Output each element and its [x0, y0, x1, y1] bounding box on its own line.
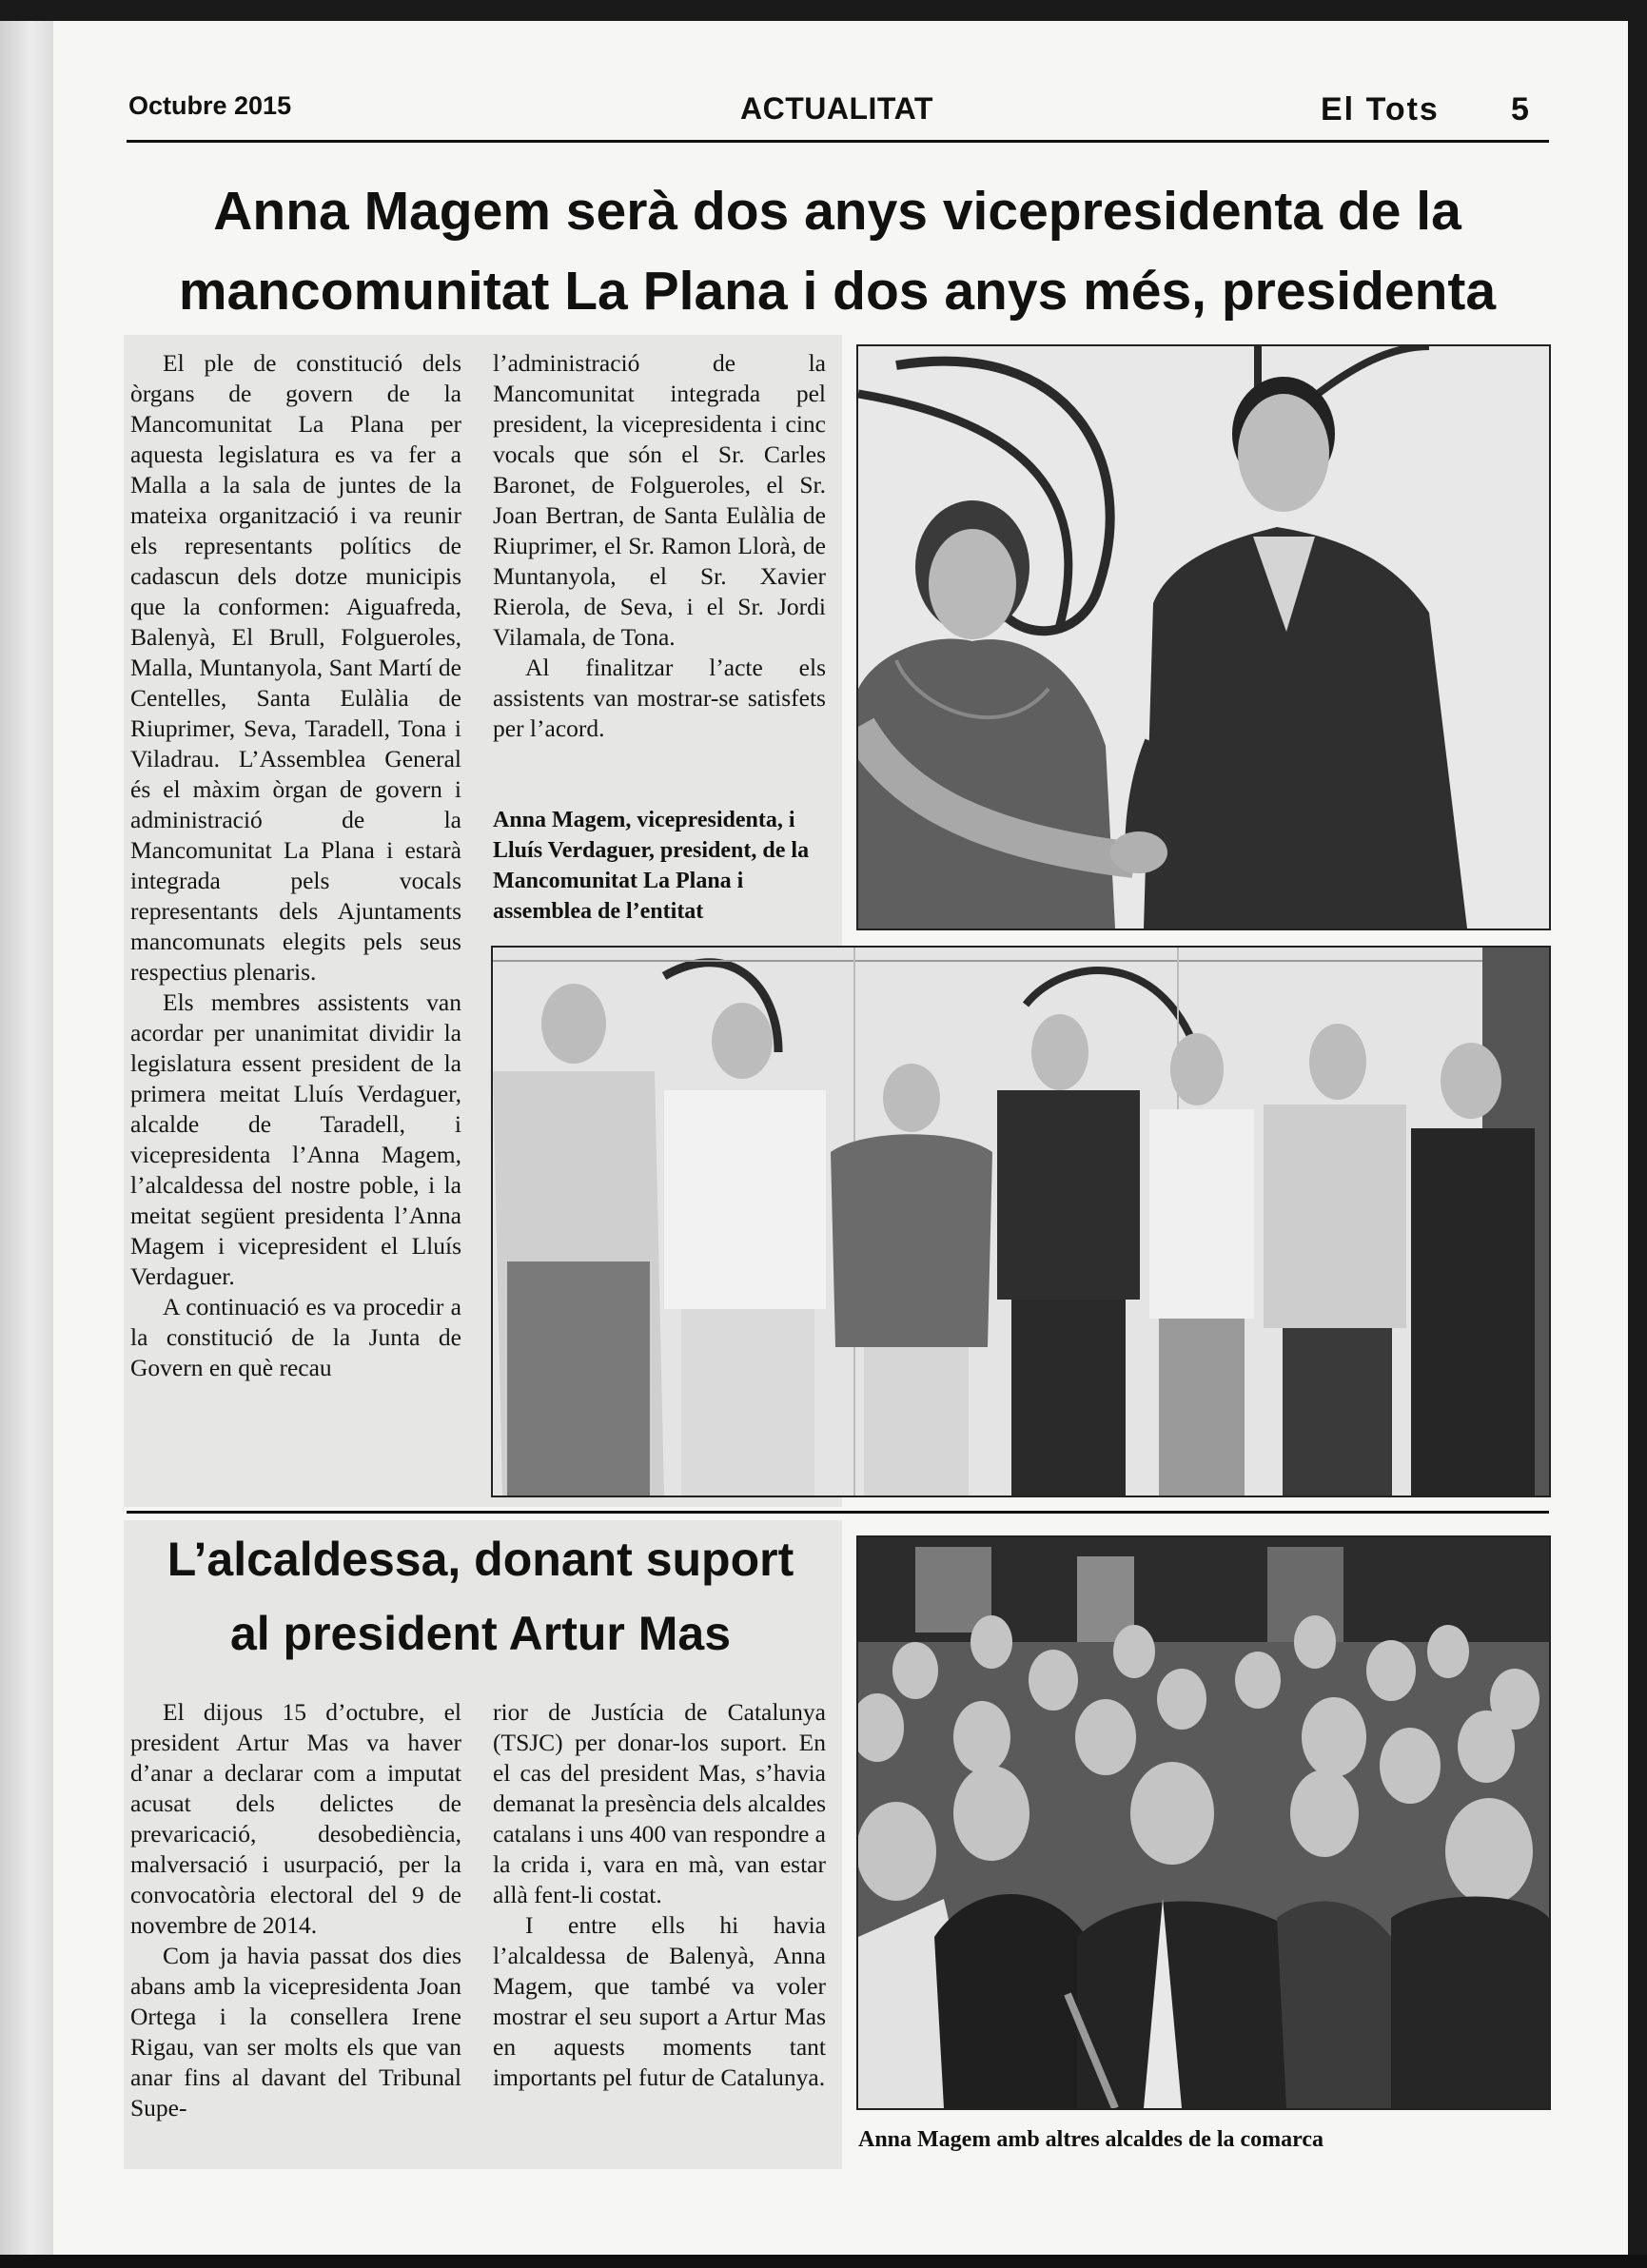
- article2-paragraph: I entre ells hi havia l’alcaldessa de Balenyà, Anna Magem, que també va voler mostrar el seu suport a Artur Mas en aquests moments tant importants pel futur de Catalunya.: [493, 1911, 826, 2091]
- mayors-crowd-photo: [856, 1535, 1551, 2110]
- article2-paragraph: rior de Justícia de Catalunya (TSJC) per donar-los suport. En el cas del president Mas, s’havia demanat la presència dels alcaldes catalans i uns 400 van respondre a la crida i, vara en mà, van estar allà fent-li costat.: [493, 1698, 826, 1908]
- publication-name: El Tots: [1321, 91, 1440, 127]
- page-bottom-edge: [0, 2255, 1647, 2268]
- article2-paragraph: El dijous 15 d’octubre, el president Artur Mas va haver d’anar a declarar com a imputat acusat dels delictes de prevaricació, desobediència, malversació i usurpació, per la convocatòria electoral del 9 de novembre de 2014.: [130, 1698, 461, 1939]
- section-title: ACTUALITAT: [740, 91, 933, 126]
- article-separator: [127, 1511, 1549, 1514]
- article1-headline-line2: mancomunitat La Plana i dos anys més, presidenta: [178, 261, 1497, 322]
- article1-paragraph: l’administració de la Mancomunitat integrada pel president, la vicepresidenta i cinc vocals que són el Sr. Carles Baronet, de Folgueroles, el Sr. Joan Bertran, de Santa Eulàlia de Riuprimer, el Sr. Ramon Llorà, de Muntanyola, el Sr. Xavier Rierola, de Seva, i el Sr. Jordi Vilamala, de Tona.: [493, 349, 826, 651]
- article2-paragraph: Com ja havia passat dos dies abans amb la vicepresidenta Joan Ortega i la consellera Irene Rigau, van ser molts els que van anar fins al davant del Tribunal Supe-: [130, 1942, 461, 2121]
- article2-column1: [130, 1697, 461, 2123]
- article1-paragraph: Els membres assistents van acordar per unanimitat dividir la legislatura essent president de la primera meitat Lluís Verdaguer, alcalde de Taradell, i vicepresidenta l’Anna Magem, l’alcaldessa del nostre poble, i la meitat següent presidenta l’Anna Magem i vicepresident el Lluís Verdaguer.: [130, 988, 461, 1290]
- article2-headline: [128, 1522, 833, 1671]
- article1-headline-line1: Anna Magem serà dos anys vicepresidenta de la: [213, 181, 1461, 242]
- article1-paragraph: A continuació es va procedir a la constitució de la Junta de Govern en què recau: [130, 1293, 461, 1381]
- article1-column2: [493, 348, 826, 744]
- article2-headline-line1: L’alcaldessa, donant suport: [167, 1533, 794, 1586]
- page-number: 5: [1511, 91, 1529, 127]
- article1-paragraph: Al finalitzar l’acte els assistents van mostrar-se satisfets per l’acord.: [493, 654, 826, 742]
- article1-paragraph: El ple de constitució dels òrgans de govern de la Mancomunitat La Plana per aquesta legislatura es va fer a Malla a la sala de juntes de la mateixa organització i va reunir els representants polítics de cadascun dels dotze municipis que la conformen: Aiguafreda, Balenyà, El Brull, Folgueroles, Malla, Muntanyola, Sant Martí de Centelles, Santa Eulàlia de Riuprimer, Seva, Taradell, Tona i Viladrau. L’Assemblea General és el màxim òrgan de govern i administració de la Mancomunitat La Plana i estarà integrada pels vocals representants dels Ajuntaments mancomunats elegits pels seus respectius plenaris.: [130, 349, 461, 986]
- article1-photo-caption: Anna Magem, vicepresidenta, i Lluís Verdaguer, president, de la Mancomunitat La Plana i assemblea de l’entitat: [493, 808, 810, 924]
- article2-headline-line2: al president Artur Mas: [229, 1607, 732, 1660]
- issue-date: Octubre 2015: [128, 91, 292, 120]
- handshake-photo: [856, 344, 1551, 930]
- article2-photo-caption: Anna Magem amb altres alcaldes de la comarca: [858, 2127, 1324, 2152]
- article1-headline: [114, 171, 1560, 331]
- article2-column2: [493, 1697, 826, 2093]
- header-rule: [127, 140, 1549, 143]
- assembly-group-photo: [491, 946, 1551, 1497]
- page-spine: [0, 21, 53, 2255]
- article1-column1: [130, 348, 461, 1383]
